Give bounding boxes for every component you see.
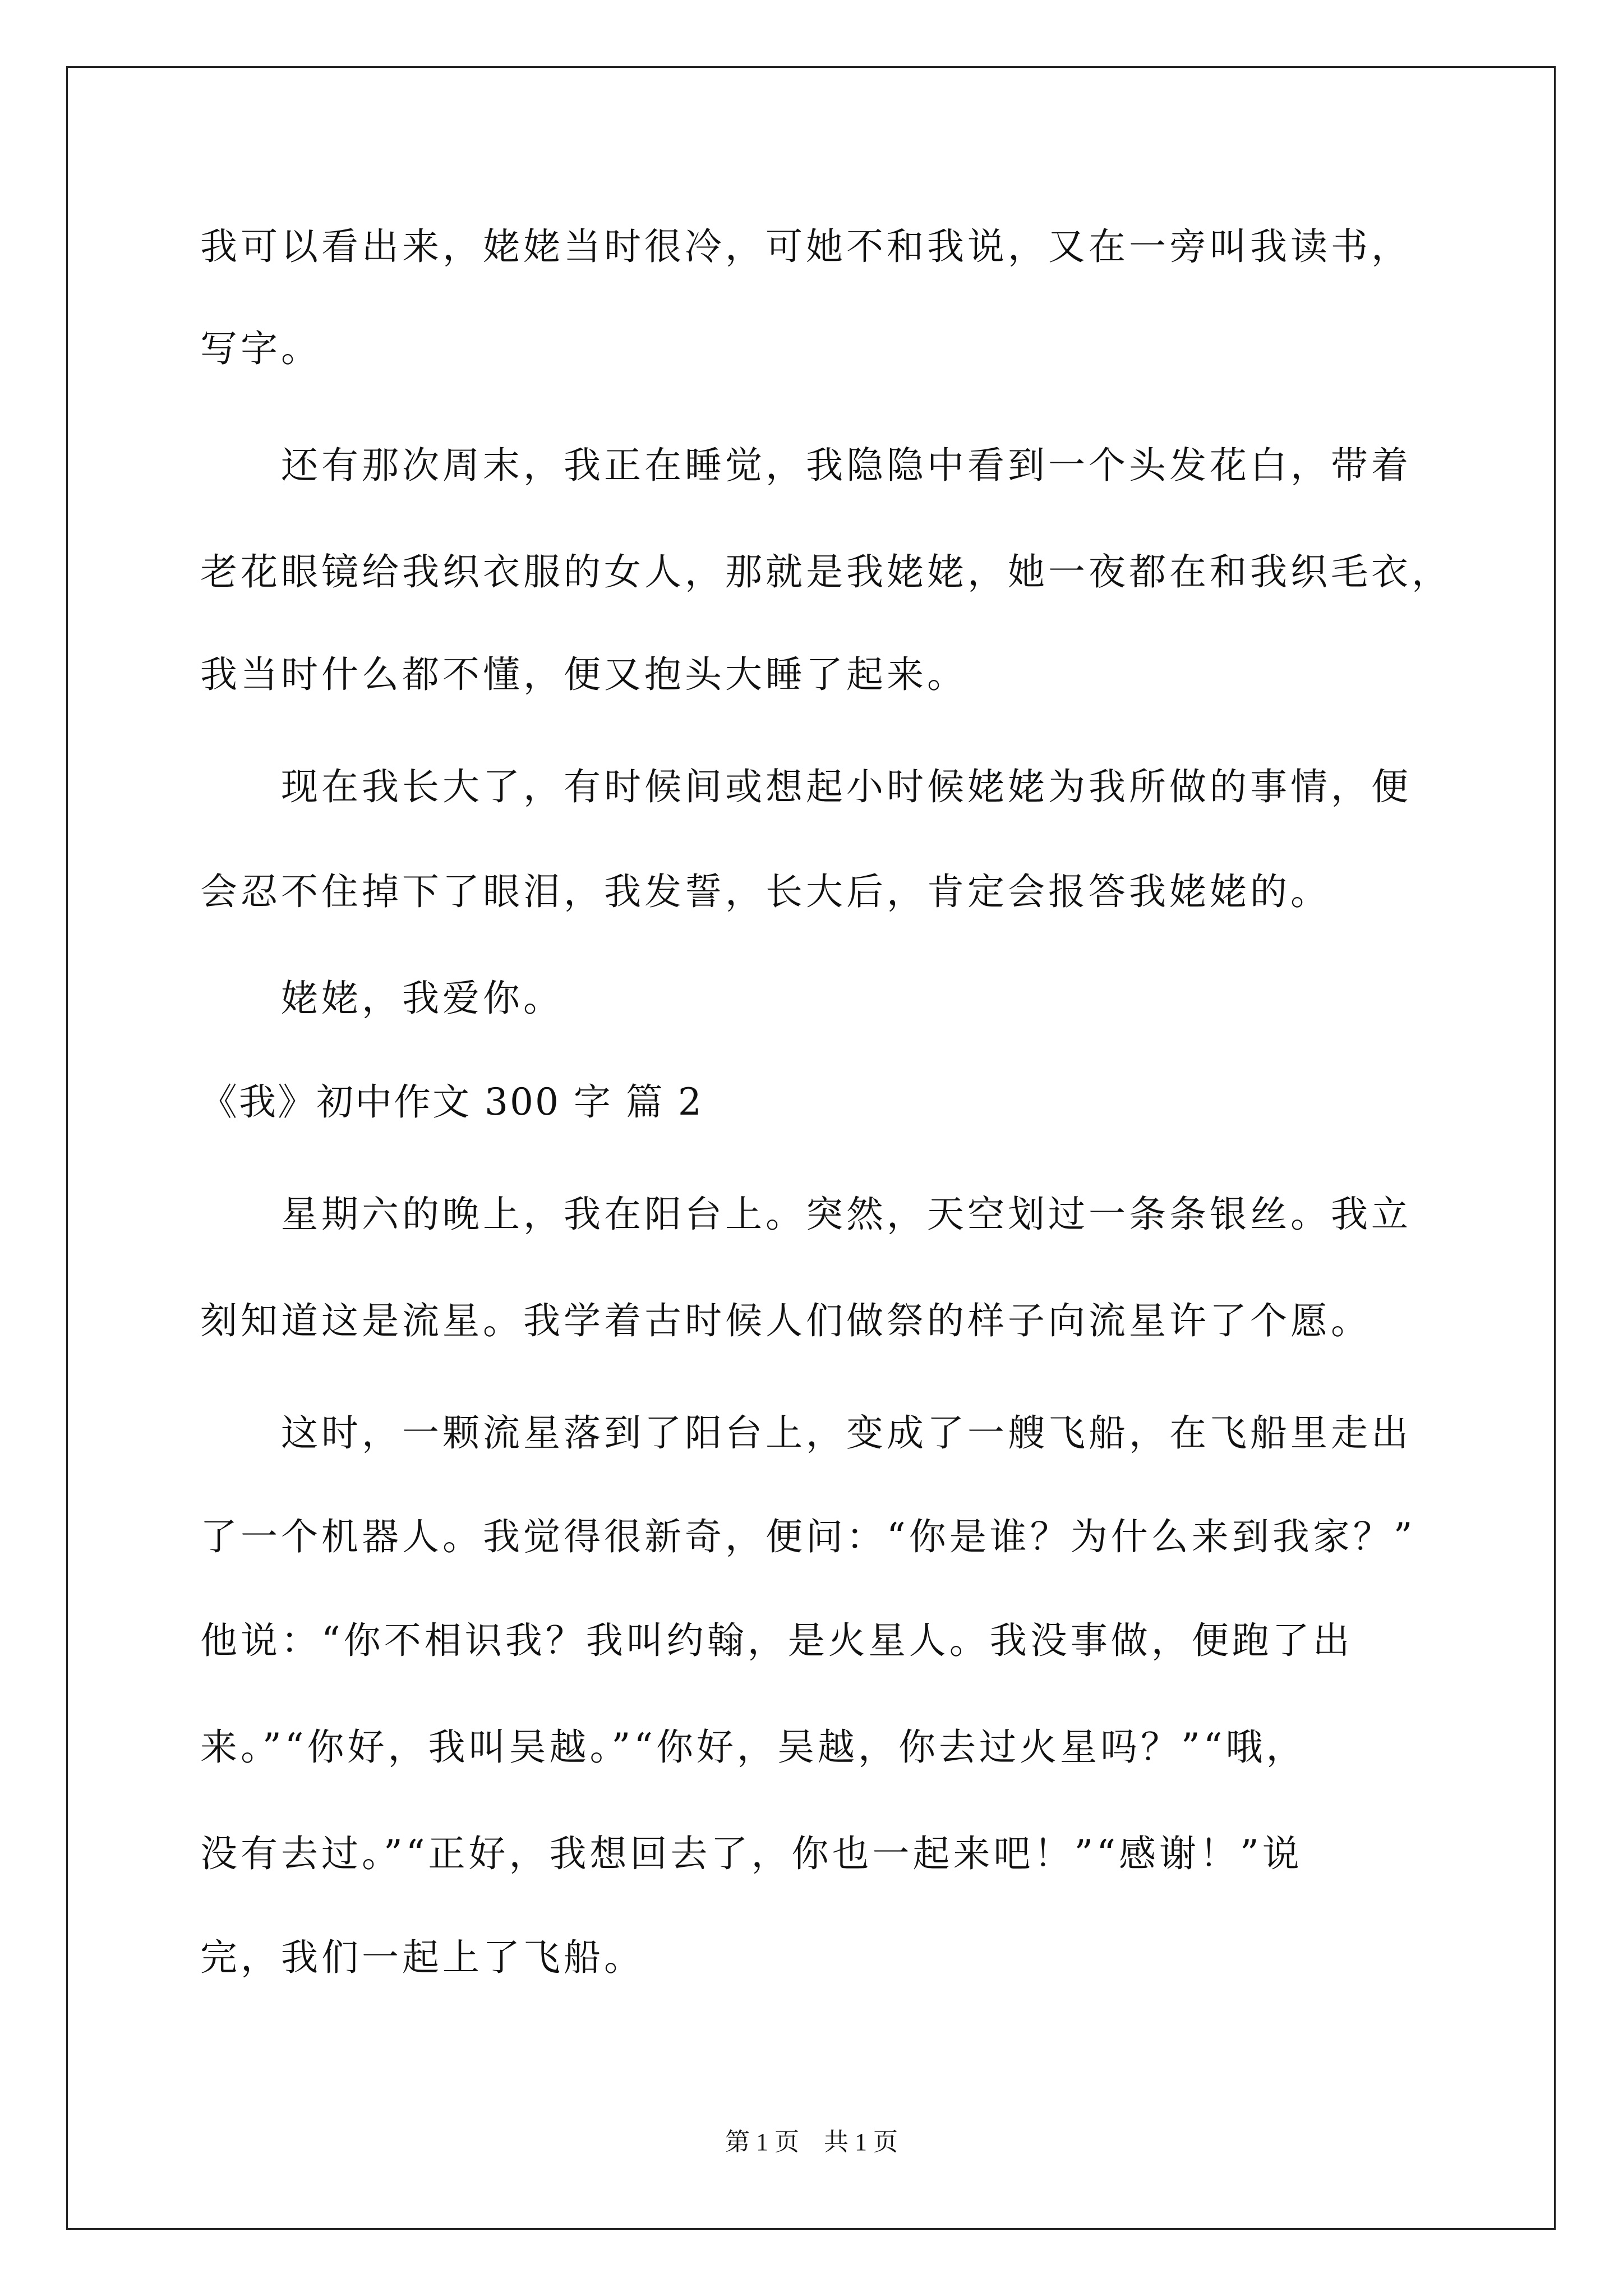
- paragraph-line: 老花眼镜给我织衣服的女人，那就是我姥姥，她一夜都在和我织毛衣，: [200, 550, 1452, 593]
- paragraph-line: 现在我长大了，有时候间或想起小时候姥姥为我所做的事情，便: [281, 765, 1412, 808]
- paragraph-line: 我当时什么都不懂，便又抱头大睡了起来。: [200, 653, 967, 696]
- page-number-footer: 第 1 页 共 1 页: [725, 2128, 898, 2156]
- paragraph-line: 了一个机器人。我觉得很新奇，便问：“你是谁？为什么来到我家？”: [200, 1515, 1416, 1558]
- section-heading: 《我》初中作文 300 字 篇 2: [200, 1080, 703, 1124]
- paragraph-line: 写字。: [200, 327, 321, 370]
- paragraph-line: 还有那次周末，我正在睡觉，我隐隐中看到一个头发花白，带着: [281, 444, 1412, 487]
- paragraph-line: 刻知道这是流星。我学着古时候人们做祭的样子向流星许了个愿。: [200, 1299, 1371, 1342]
- paragraph-line: 没有去过。”“正好，我想回去了，你也一起来吧！”“感谢！”说: [200, 1832, 1303, 1875]
- paragraph-line: 这时，一颗流星落到了阳台上，变成了一艘飞船，在飞船里走出: [281, 1411, 1412, 1455]
- paragraph-line: 来。”“你好，我叫吴越。”“你好，吴越，你去过火星吗？”“哦，: [200, 1726, 1307, 1769]
- paragraph-line: 完，我们一起上了飞船。: [200, 1936, 644, 1979]
- page-border: [66, 66, 1556, 2230]
- paragraph-line: 星期六的晚上，我在阳台上。突然，天空划过一条条银丝。我立: [281, 1193, 1412, 1236]
- paragraph-line: 我可以看出来，姥姥当时很冷，可她不和我说，又在一旁叫我读书，: [200, 225, 1412, 268]
- paragraph-line: 姥姥，我爱你。: [281, 977, 564, 1020]
- paragraph-line: 他说：“你不相识我？我叫约翰，是火星人。我没事做，便跑了出: [200, 1619, 1353, 1662]
- paragraph-line: 会忍不住掉下了眼泪，我发誓，长大后，肯定会报答我姥姥的。: [200, 870, 1331, 913]
